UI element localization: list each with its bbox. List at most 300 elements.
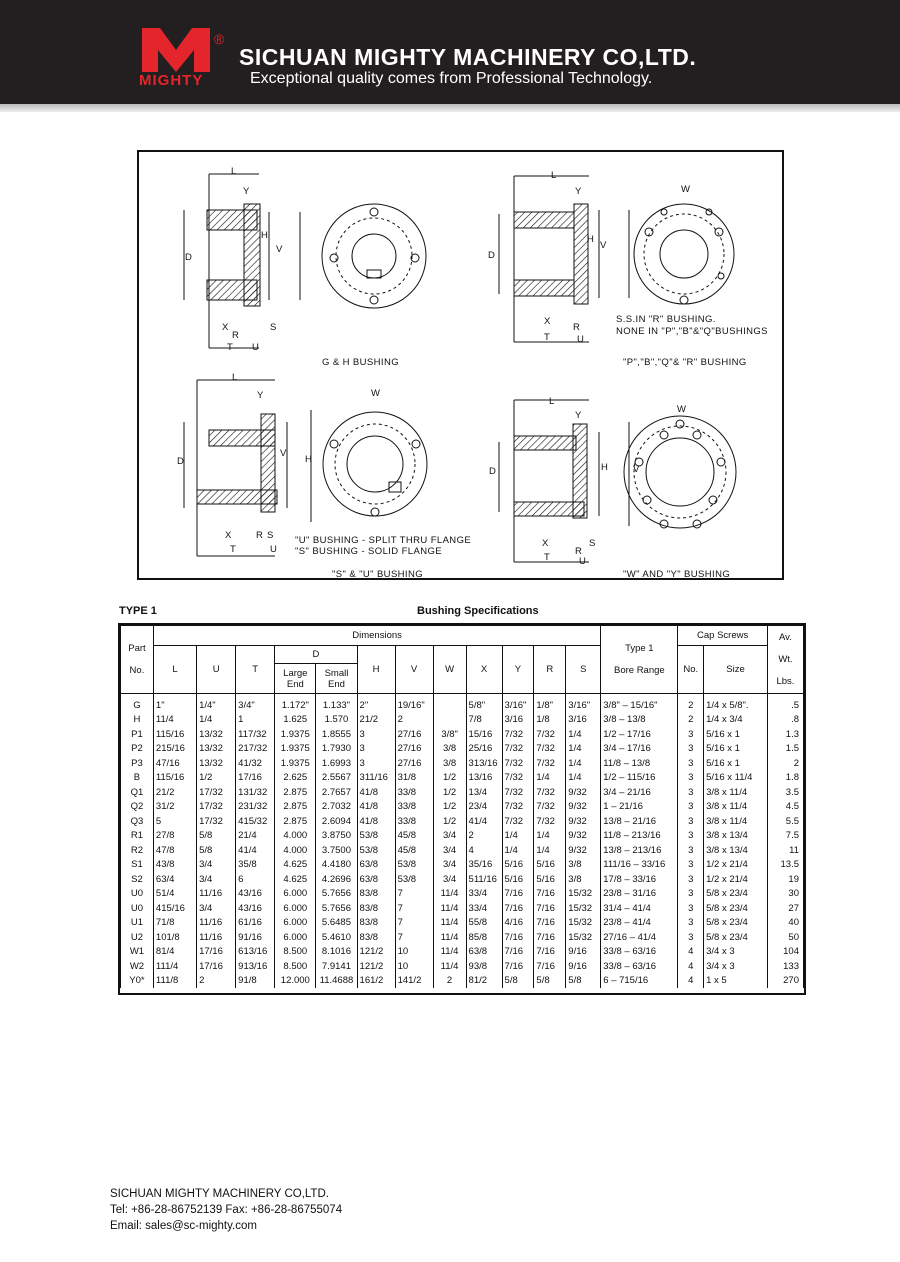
dim-r-4: R (575, 546, 583, 557)
table-cell: 3 (678, 727, 704, 742)
table-cell: 1/2 x 21/4 (704, 858, 768, 873)
table-cell: 4.000 (275, 829, 316, 844)
dim-l-4: L (549, 396, 555, 407)
table-cell: 3/4 (433, 858, 466, 873)
dim-r-2: R (573, 322, 581, 333)
table-cell: 3/4 (433, 843, 466, 858)
header-w: W (433, 646, 466, 694)
table-cell: 3/4 (197, 901, 236, 916)
table-cell: 17/8 – 33/16 (601, 872, 678, 887)
table-cell: 21/4 (236, 829, 275, 844)
table-cell: W2 (121, 959, 154, 974)
table-cell: 3 (678, 814, 704, 829)
table-cell: 27/16 (395, 756, 433, 771)
table-cell: 7/32 (534, 785, 566, 800)
table-cell: 1.172" (275, 694, 316, 713)
table-cell: 3.7500 (316, 843, 357, 858)
table-cell: 63/8 (357, 872, 395, 887)
table-cell (433, 713, 466, 728)
dim-h-2: H (587, 234, 595, 245)
table-row (121, 694, 804, 713)
table-cell: 7/32 (534, 742, 566, 757)
dim-h-3: H (305, 454, 313, 465)
spec-title: Bushing Specifications (417, 605, 539, 617)
table-cell: 41/32 (236, 756, 275, 771)
table-cell: 19/16" (395, 694, 433, 713)
table-cell: 2.5567 (316, 771, 357, 786)
table-cell: 3/8 (566, 872, 601, 887)
table-cell: 41/8 (357, 814, 395, 829)
table-cell: 3/4 – 21/16 (601, 785, 678, 800)
table-cell: 23/8 – 31/16 (601, 887, 678, 902)
table-cell: 83/8 (357, 916, 395, 931)
table-cell: 85/8 (466, 930, 502, 945)
table-cell: 511/16 (466, 872, 502, 887)
table-cell: 7/32 (502, 785, 534, 800)
table-row (121, 785, 804, 800)
table-cell: 3/8 x 11/4 (704, 785, 768, 800)
table-cell: 81/4 (153, 945, 196, 960)
table-cell: 2.875 (275, 814, 316, 829)
table-cell: 11/4 (433, 916, 466, 931)
footer (110, 1186, 342, 1234)
table-row (121, 974, 804, 989)
label-wy-bushing: "W" AND "Y" BUSHING (623, 569, 731, 580)
table-cell: 5/8 (502, 974, 534, 989)
table-cell: 4/16 (502, 916, 534, 931)
note-s: "S" BUSHING - SOLID FLANGE (295, 546, 443, 557)
table-cell: 27/16 – 41/4 (601, 930, 678, 945)
dim-y-3: Y (257, 390, 264, 401)
table-cell: 1/4 (534, 829, 566, 844)
table-cell: 1/2 (433, 771, 466, 786)
table-cell: 3 (678, 829, 704, 844)
label-su-bushing: "S" & "U" BUSHING (332, 569, 424, 580)
table-row (121, 916, 804, 931)
table-cell: 1/2 – 17/16 (601, 727, 678, 742)
dim-v-4: V (633, 464, 640, 475)
pbqr-front-view (634, 204, 734, 304)
table-row (121, 945, 804, 960)
table-cell: 270 (767, 974, 803, 989)
table-cell: 1 (236, 713, 275, 728)
table-cell: 1/8 (534, 713, 566, 728)
table-cell: 19 (767, 872, 803, 887)
dim-v-3: V (280, 448, 287, 459)
header-bore-range: Type 1 Bore Range (601, 626, 678, 694)
table-cell: 83/8 (357, 887, 395, 902)
table-cell: 5/8 x 23/4 (704, 930, 768, 945)
table-cell: 7/16 (534, 959, 566, 974)
table-cell: 1/4 (566, 742, 601, 757)
table-cell: 1.9375 (275, 742, 316, 757)
table-cell: 1.9375 (275, 727, 316, 742)
header-cs-no: No. (678, 646, 704, 694)
wy-section-view (499, 400, 629, 562)
table-cell: 3/4 – 17/16 (601, 742, 678, 757)
pbqr-section-view (499, 176, 629, 342)
table-cell: 55/8 (466, 916, 502, 931)
table-cell: 17/16 (236, 771, 275, 786)
table-cell: 27/16 (395, 727, 433, 742)
header-dimensions: Dimensions (153, 626, 600, 646)
table-cell: 17/32 (197, 800, 236, 815)
table-cell: 40 (767, 916, 803, 931)
dim-s-3: S (267, 530, 274, 541)
table-cell: 5/8" (466, 694, 502, 713)
table-cell: 45/8 (395, 843, 433, 858)
table-cell: 11.4688 (316, 974, 357, 989)
table-cell: 1" (153, 694, 196, 713)
table-cell: 33/4 (466, 887, 502, 902)
table-cell: 15/32 (566, 930, 601, 945)
dim-y-4: Y (575, 410, 582, 421)
table-cell: 3/8 (433, 742, 466, 757)
table-row (121, 843, 804, 858)
dim-x-3: X (225, 530, 232, 541)
table-row (121, 959, 804, 974)
table-cell: 53/8 (357, 829, 395, 844)
table-cell: 3/16 (566, 713, 601, 728)
header-y: Y (502, 646, 534, 694)
table-cell: 1/4 (502, 843, 534, 858)
table-cell: 3/16" (566, 694, 601, 713)
table-cell: 8.500 (275, 945, 316, 960)
table-cell: 7/32 (534, 756, 566, 771)
table-cell: 9/32 (566, 829, 601, 844)
table-cell: 31/8 (395, 771, 433, 786)
table-cell: 5/8 (197, 829, 236, 844)
table-cell: 9/16 (566, 959, 601, 974)
table-cell: 25/16 (466, 742, 502, 757)
dim-v-2: V (600, 240, 607, 251)
header-s: S (566, 646, 601, 694)
dim-u-4: U (579, 556, 587, 567)
su-section-view (184, 380, 311, 556)
table-cell: 7/16 (534, 887, 566, 902)
table-cell: 415/16 (153, 901, 196, 916)
table-cell: 3 (678, 785, 704, 800)
table-cell: 11/4 (433, 930, 466, 945)
table-cell: 4.000 (275, 843, 316, 858)
table-cell: 5/8 (534, 974, 566, 989)
table-cell: 1.9375 (275, 756, 316, 771)
table-cell: 10 (395, 945, 433, 960)
table-cell: 5/16 (502, 858, 534, 873)
table-cell: 5/8 (197, 843, 236, 858)
table-cell: 7/32 (502, 814, 534, 829)
header-r: R (534, 646, 566, 694)
table-cell: 33/8 (395, 800, 433, 815)
table-cell: 15/32 (566, 887, 601, 902)
table-cell: 47/16 (153, 756, 196, 771)
table-cell: 11/16 (197, 930, 236, 945)
table-cell: 5/16 x 11/4 (704, 771, 768, 786)
table-cell: 27/16 (395, 742, 433, 757)
table-row (121, 771, 804, 786)
table-cell: 13/32 (197, 756, 236, 771)
table-cell: 3/8 (433, 756, 466, 771)
table-cell: 41/8 (357, 800, 395, 815)
dim-t-3: T (230, 544, 237, 555)
table-cell: R2 (121, 843, 154, 858)
table-cell: 3 (357, 756, 395, 771)
table-cell: 2 (197, 974, 236, 989)
table-cell: 1 – 21/16 (601, 800, 678, 815)
table-cell: 4 (466, 843, 502, 858)
table-cell: Q2 (121, 800, 154, 815)
table-cell: 3 (357, 742, 395, 757)
table-cell: 35/16 (466, 858, 502, 873)
table-cell: 2.6094 (316, 814, 357, 829)
table-cell: W1 (121, 945, 154, 960)
table-cell: 2 (678, 694, 704, 713)
table-cell: 3/16 (502, 713, 534, 728)
table-cell: 5.5 (767, 814, 803, 829)
table-cell: 3 (678, 771, 704, 786)
table-cell: 215/16 (153, 742, 196, 757)
table-cell (433, 694, 466, 713)
note-ss: S.S.IN "R" BUSHING. (616, 314, 716, 325)
table-cell: 7/16 (502, 959, 534, 974)
dim-t-1: T (227, 342, 234, 353)
table-cell: 5/16 x 1 (704, 742, 768, 757)
page-header (0, 0, 900, 104)
table-cell: S2 (121, 872, 154, 887)
table-cell: 11/8 – 13/8 (601, 756, 678, 771)
table-cell: 17/16 (197, 945, 236, 960)
table-cell: 6.000 (275, 887, 316, 902)
table-cell: 13/4 (466, 785, 502, 800)
dim-y-1: Y (243, 186, 250, 197)
table-cell: 2.7032 (316, 800, 357, 815)
table-cell: 4 (678, 959, 704, 974)
footer-email: Email: sales@sc-mighty.com (110, 1220, 257, 1232)
table-cell: 613/16 (236, 945, 275, 960)
table-cell: 101/8 (153, 930, 196, 945)
table-cell: 23/8 – 41/4 (601, 916, 678, 931)
table-cell: 5.4610 (316, 930, 357, 945)
table-row (121, 901, 804, 916)
table-cell: 5/8 x 23/4 (704, 887, 768, 902)
header-t: T (236, 646, 275, 694)
dim-w-4: W (677, 404, 687, 415)
table-cell: 23/4 (466, 800, 502, 815)
dim-h-1: H (261, 230, 269, 241)
table-cell: 45/8 (395, 829, 433, 844)
table-cell: 1/4 (566, 771, 601, 786)
type-label: TYPE 1 (119, 605, 157, 617)
table-cell: 43/16 (236, 887, 275, 902)
dim-h-4: H (601, 462, 609, 473)
table-cell: 43/16 (236, 901, 275, 916)
dim-t-2: T (544, 332, 551, 343)
table-cell: 8.500 (275, 959, 316, 974)
table-cell: 121/2 (357, 959, 395, 974)
table-cell: 3.8750 (316, 829, 357, 844)
table-cell: 121/2 (357, 945, 395, 960)
table-cell: 10 (395, 959, 433, 974)
table-cell: 7/32 (502, 771, 534, 786)
table-cell: 2 (678, 713, 704, 728)
table-row (121, 887, 804, 902)
table-cell: 9/32 (566, 800, 601, 815)
table-cell: 5/8 x 23/4 (704, 901, 768, 916)
table-cell: 2.875 (275, 785, 316, 800)
table-cell: 21/2 (153, 785, 196, 800)
dim-l-3: L (232, 372, 238, 383)
table-cell: 9/32 (566, 785, 601, 800)
table-cell: 91/8 (236, 974, 275, 989)
table-cell: 8.1016 (316, 945, 357, 960)
table-cell: 7/32 (534, 814, 566, 829)
table-cell: 1.5 (767, 742, 803, 757)
table-cell: 3 (678, 742, 704, 757)
table-cell: 9/32 (566, 843, 601, 858)
table-cell: 31/2 (153, 800, 196, 815)
dim-u-3: U (270, 544, 278, 555)
table-cell: 5.6485 (316, 916, 357, 931)
table-cell: 27/8 (153, 829, 196, 844)
table-cell: 131/32 (236, 785, 275, 800)
table-cell: 3.5 (767, 785, 803, 800)
table-cell: 43/8 (153, 858, 196, 873)
table-cell: 7/32 (502, 756, 534, 771)
table-cell: 3/8 – 13/8 (601, 713, 678, 728)
header-v: V (395, 646, 433, 694)
table-cell: S1 (121, 858, 154, 873)
table-cell: 913/16 (236, 959, 275, 974)
table-cell: 21/2 (357, 713, 395, 728)
table-cell: 5/8 x 23/4 (704, 916, 768, 931)
table-cell: 3/8 x 13/4 (704, 843, 768, 858)
table-cell: 217/32 (236, 742, 275, 757)
table-cell: 4.2696 (316, 872, 357, 887)
header-weight: Av. Wt. Lbs. (767, 626, 803, 694)
table-cell: 61/16 (236, 916, 275, 931)
table-cell: P1 (121, 727, 154, 742)
table-cell: 2.7657 (316, 785, 357, 800)
table-cell: Q3 (121, 814, 154, 829)
table-cell: 1.8555 (316, 727, 357, 742)
table-cell: 1/8" (534, 694, 566, 713)
table-cell: U0 (121, 901, 154, 916)
table-cell: 3 (678, 756, 704, 771)
dim-u-1: U (252, 342, 260, 353)
table-cell: 1/2 (433, 785, 466, 800)
label-pbqr-bushing: "P","B","Q"& "R" BUSHING (623, 357, 747, 368)
table-cell: 3/4 (197, 872, 236, 887)
table-cell: 2 (395, 713, 433, 728)
header-small-end: Small End (316, 664, 357, 694)
table-cell: 1/4 (566, 756, 601, 771)
table-cell: 7 (395, 916, 433, 931)
table-cell: 11/4 (153, 713, 196, 728)
label-gh-bushing: G & H BUSHING (322, 357, 399, 368)
header-size: Size (704, 646, 768, 694)
technical-drawing (137, 150, 784, 580)
dim-w-2: W (681, 184, 691, 195)
table-cell: P3 (121, 756, 154, 771)
table-cell: 11/4 (433, 959, 466, 974)
svg-text:®: ® (214, 31, 225, 47)
table-cell: 93/8 (466, 959, 502, 974)
table-cell: 5/16 (502, 872, 534, 887)
dim-x-2: X (544, 316, 551, 327)
table-cell: 3 (357, 727, 395, 742)
dim-w-3: W (371, 388, 381, 399)
table-cell: 3/16" (502, 694, 534, 713)
table-cell: P2 (121, 742, 154, 757)
table-cell: 3/4 (197, 858, 236, 873)
dim-s-1: S (270, 322, 277, 333)
table-cell: 50 (767, 930, 803, 945)
table-cell: 117/32 (236, 727, 275, 742)
table-cell: 35/8 (236, 858, 275, 873)
company-name: SICHUAN MIGHTY MACHINERY CO,LTD. (239, 44, 697, 70)
table-cell: 111/16 – 33/16 (601, 858, 678, 873)
table-cell: 11/8 – 213/16 (601, 829, 678, 844)
table-cell: 7.9141 (316, 959, 357, 974)
table-cell: 1/2 (197, 771, 236, 786)
table-cell: 5 (153, 814, 196, 829)
table-cell: 3/8 x 11/4 (704, 814, 768, 829)
table-cell: 6.000 (275, 930, 316, 945)
table-cell: 33/8 (395, 785, 433, 800)
dim-r-3: R (256, 530, 264, 541)
table-cell: 7 (395, 930, 433, 945)
table-cell: 104 (767, 945, 803, 960)
table-cell: 313/16 (466, 756, 502, 771)
table-cell: 4 (678, 974, 704, 989)
table-cell: 13/32 (197, 727, 236, 742)
table-cell: 13/16 (466, 771, 502, 786)
header-part: Part No. (121, 626, 154, 694)
table-cell: 1/4 (197, 713, 236, 728)
table-cell: 1/4 x 3/4 (704, 713, 768, 728)
table-cell: 7/16 (534, 916, 566, 931)
table-cell: 71/8 (153, 916, 196, 931)
table-row (121, 713, 804, 728)
table-cell: 7 (395, 887, 433, 902)
table-cell: 5/16 (534, 872, 566, 887)
table-cell: 17/16 (197, 959, 236, 974)
table-cell: 6.000 (275, 916, 316, 931)
table-cell: 115/16 (153, 771, 196, 786)
table-cell: 3 (678, 930, 704, 945)
table-cell: 161/2 (357, 974, 395, 989)
table-cell: 12.000 (275, 974, 316, 989)
table-cell: 41/4 (466, 814, 502, 829)
table-cell: 9/32 (566, 814, 601, 829)
table-cell: 7/32 (502, 727, 534, 742)
dim-l-2: L (551, 170, 557, 181)
table-cell: 3 (678, 858, 704, 873)
table-cell: 3/4 x 3 (704, 959, 768, 974)
table-cell: 5/16 x 1 (704, 756, 768, 771)
table-cell: Y0* (121, 974, 154, 989)
table-cell: G (121, 694, 154, 713)
table-row (121, 858, 804, 873)
table-cell: 4.625 (275, 872, 316, 887)
table-cell: 2.625 (275, 771, 316, 786)
dim-d-3: D (177, 456, 185, 467)
table-cell: 7/32 (534, 727, 566, 742)
table-cell: 63/8 (357, 858, 395, 873)
table-cell: H (121, 713, 154, 728)
table-cell: 7/16 (502, 901, 534, 916)
table-cell: 53/8 (395, 872, 433, 887)
